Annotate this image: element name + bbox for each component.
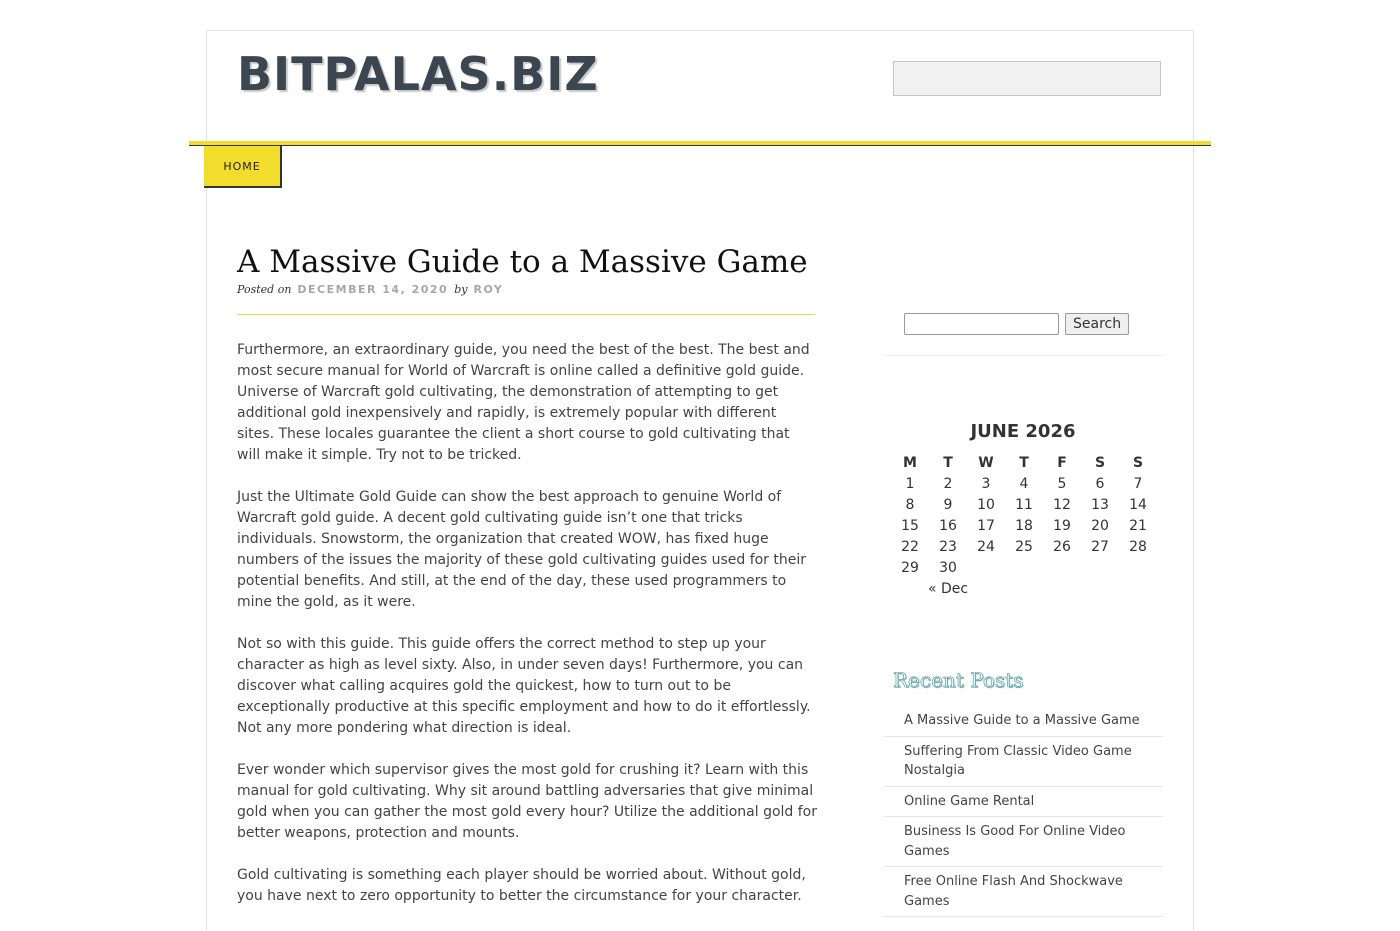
recent-post-link[interactable]: Suffering From Classic Video Game Nostalgia — [884, 737, 1163, 787]
calendar-day: 19 — [1053, 518, 1071, 534]
weekday-header: F — [1057, 455, 1067, 471]
post-content — [237, 340, 817, 928]
search-button[interactable]: Search — [1065, 313, 1129, 335]
calendar-day: 15 — [901, 518, 919, 534]
calendar-day: 29 — [901, 560, 919, 576]
calendar-day — [1081, 558, 1119, 579]
by-label: by — [454, 283, 468, 296]
weekday-header: S — [1132, 455, 1144, 471]
calendar-day: 3 — [981, 476, 991, 492]
calendar-day: 1 — [905, 476, 915, 492]
weekday-header: T — [1019, 455, 1029, 471]
post-paragraph: Just the Ultimate Gold Guide can show the best approach to genuine World of Warcraft gold guide. A decent gold cultivating guide isn’t one that tricks individuals. Snowstorm, the organization that created WOW, has fixed huge numbers of the issues the majority of these gold cultivating guides used for their potential benefits. And still, at the end of the day, these used programmers to mine the gold, as it were. — [237, 489, 807, 610]
calendar-day: 6 — [1095, 476, 1105, 492]
calendar-day: 9 — [943, 497, 953, 513]
post-title[interactable]: A Massive Guide to a Massive Game — [237, 244, 808, 280]
calendar-day: 18 — [1015, 518, 1033, 534]
recent-post-link[interactable]: A Massive Guide to a Massive Game — [884, 706, 1163, 737]
recent-posts-title: Recent Posts — [893, 668, 1024, 692]
calendar-day — [1005, 558, 1043, 579]
posted-on-label: Posted on — [237, 283, 292, 296]
nav-bar — [189, 141, 1211, 146]
recent-post-link[interactable]: Online Game Rental — [884, 787, 1163, 818]
weekday-header: S — [1094, 455, 1106, 471]
calendar-day: 21 — [1129, 518, 1147, 534]
sidebar-divider — [884, 355, 1164, 356]
post-paragraph: Furthermore, an extraordinary guide, you need the best of the best. The best and most secure manual for World of Warcraft is online called a definitive gold guide. Universe of Warcraft gold cultivating, the demonstration of attempting to get additional gold inexpensively and rapidly, is extremely popular with different sites. These locales guarantee the client a short course to gold cultivating that will make it simple. Try not to be tricked. — [237, 342, 810, 463]
header-search-input[interactable] — [893, 61, 1161, 96]
calendar-day: 24 — [977, 539, 995, 555]
sidebar-search — [904, 313, 1129, 335]
calendar-day: 5 — [1057, 476, 1067, 492]
post-paragraph: Ever wonder which supervisor gives the most gold for crushing it? Learn with this manual for gold cultivating. Why sit around battling adversaries that give minimal gold when you can gather the most gold every hour? Utilize the additional gold for better weapons, protection and mounts. — [237, 762, 818, 841]
calendar-day — [1119, 558, 1157, 579]
calendar-day: 23 — [939, 539, 957, 555]
calendar-week-row — [891, 558, 1157, 579]
recent-post-link[interactable]: Free Online Flash And Shockwave Games — [884, 867, 1163, 917]
weekday-header: W — [978, 455, 994, 471]
nav-item-home[interactable]: HOME — [204, 146, 282, 188]
calendar-day: 2 — [943, 476, 953, 492]
calendar-week-row — [891, 516, 1157, 537]
calendar-day: 22 — [901, 539, 919, 555]
post-date-link[interactable]: DECEMBER 14, 2020 — [297, 283, 449, 296]
calendar-caption: JUNE 2026 — [970, 421, 1076, 442]
calendar-day: 7 — [1133, 476, 1143, 492]
calendar-day: 17 — [977, 518, 995, 534]
post-paragraph: Gold cultivating is something each player should be worried about. Without gold, you have next to zero opportunity to better the circumstance for your character. — [237, 867, 806, 904]
calendar-day: 30 — [939, 560, 957, 576]
site-title[interactable]: BITPALAS.BIZ — [237, 47, 599, 101]
calendar-week-row — [891, 537, 1157, 558]
calendar-weekday-row — [891, 453, 1157, 474]
calendar-prev-month-link[interactable]: « Dec — [928, 581, 969, 597]
post-divider — [237, 314, 815, 315]
calendar-day: 25 — [1015, 539, 1033, 555]
calendar-day: 14 — [1129, 497, 1147, 513]
calendar-day: 4 — [1019, 476, 1029, 492]
post-paragraph: Not so with this guide. This guide offers the correct method to step up your character as high as level sixty. Also, in under seven days! Furthermore, you can discover what calling acquires gold the quickest, how to turn out to be exceptionally productive at this specific employment and how to do it effortlessly. Not any more pondering what direction is ideal. — [237, 636, 811, 736]
calendar-day — [967, 558, 1005, 579]
recent-post-link[interactable]: Business Is Good For Online Video Games — [884, 817, 1163, 867]
calendar-day: 10 — [977, 497, 995, 513]
post-meta — [237, 283, 509, 297]
calendar-day: 27 — [1091, 539, 1109, 555]
calendar-day: 28 — [1129, 539, 1147, 555]
calendar-day: 8 — [905, 497, 915, 513]
recent-posts-list — [884, 706, 1163, 917]
calendar-day: 11 — [1015, 497, 1033, 513]
calendar-day: 26 — [1053, 539, 1071, 555]
calendar-day — [1043, 558, 1081, 579]
weekday-header: M — [903, 455, 917, 471]
sidebar-search-input[interactable] — [904, 313, 1059, 335]
calendar-week-row — [891, 495, 1157, 516]
calendar — [891, 453, 1157, 579]
calendar-day: 20 — [1091, 518, 1109, 534]
calendar-day: 16 — [939, 518, 957, 534]
calendar-day: 12 — [1053, 497, 1071, 513]
post-author-link[interactable]: ROY — [473, 283, 504, 296]
weekday-header: T — [943, 455, 953, 471]
calendar-week-row — [891, 474, 1157, 495]
calendar-day: 13 — [1091, 497, 1109, 513]
